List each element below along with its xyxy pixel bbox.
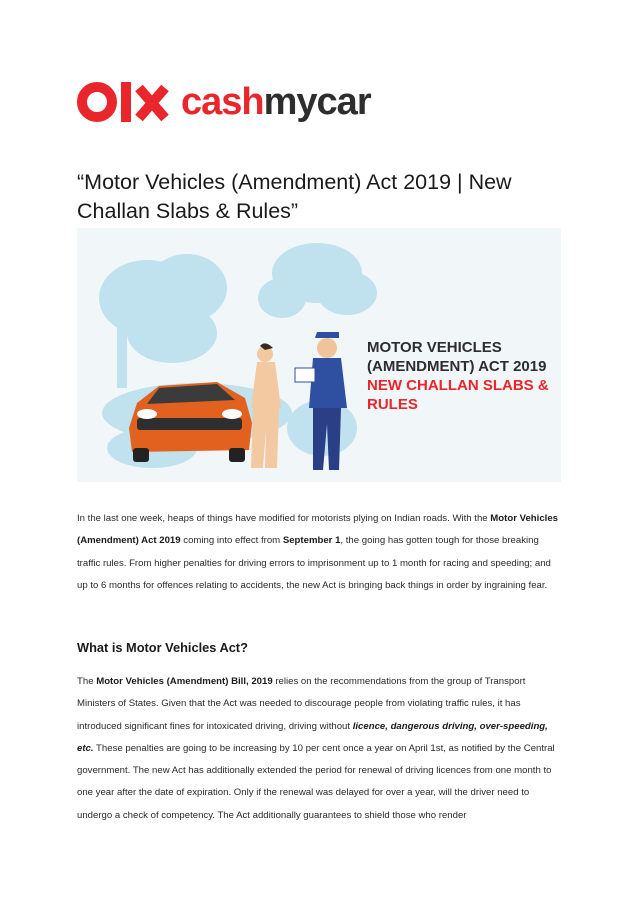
text-span: relies on the recommendations from the group of Transport Ministers of States. Given that the Act was needed to discourage people from violating traffic rules, it has introduced significant fines for intoxicated driving, driving without — [77, 676, 526, 732]
bold-text: September 1 — [282, 535, 341, 547]
intro-paragraph — [77, 508, 561, 597]
act-paragraph — [77, 671, 561, 827]
logo-text-cash: cash — [181, 81, 264, 123]
olx-logo-icon — [77, 80, 169, 124]
hero-illustration — [77, 228, 561, 482]
logo-text-mycar: mycar — [263, 81, 371, 123]
hero-heading-line4: RULES — [367, 396, 418, 413]
text-span: These penalties are going to be increasing by 10 per cent once a year on April 1st, as notified by the Central government. The new Act has additionally extended the period for renewal of driving licences from one month to one year after the date of expiration. Only if the renewal was delayed for over a year, will the driver need to undergo a check of competency. The Act additionally guarantees to shield those who render — [77, 742, 555, 821]
section-heading: What is Motor Vehicles Act? — [77, 640, 248, 655]
text-span: , the going has gotten tough for those breaking traffic rules. From higher penalties for driving errors to imprisonment up to 1 month for racing and speeding; and up to 6 months for offences relating to accidents, the new Act is bringing back things in order by ingraining fear. — [77, 535, 551, 591]
text-span: In the last one week, heaps of things have modified for motorists plying on Indian roads. With the — [77, 513, 491, 524]
logo-wordmark — [181, 80, 371, 124]
text-span: The — [77, 676, 97, 687]
hero-heading-line1: MOTOR VEHICLES — [367, 339, 502, 356]
hero-heading-line2: (AMENDMENT) ACT 2019 — [367, 358, 547, 375]
brand-logo — [77, 80, 371, 124]
page-title: “Motor Vehicles (Amendment) Act 2019 | New Challan Slabs & Rules” — [77, 170, 512, 223]
bold-text: Motor Vehicles (Amendment) Bill, 2019 — [96, 676, 273, 687]
bold-text: Motor Vehicles (Amendment) Act 2019 — [77, 513, 559, 547]
hero-heading-line3: NEW CHALLAN SLABS & — [367, 377, 549, 394]
hero-banner — [77, 228, 561, 482]
text-span: coming into effect from — [180, 535, 283, 547]
bold-italic-text: licence, dangerous driving, over-speeding, etc. — [77, 720, 548, 754]
